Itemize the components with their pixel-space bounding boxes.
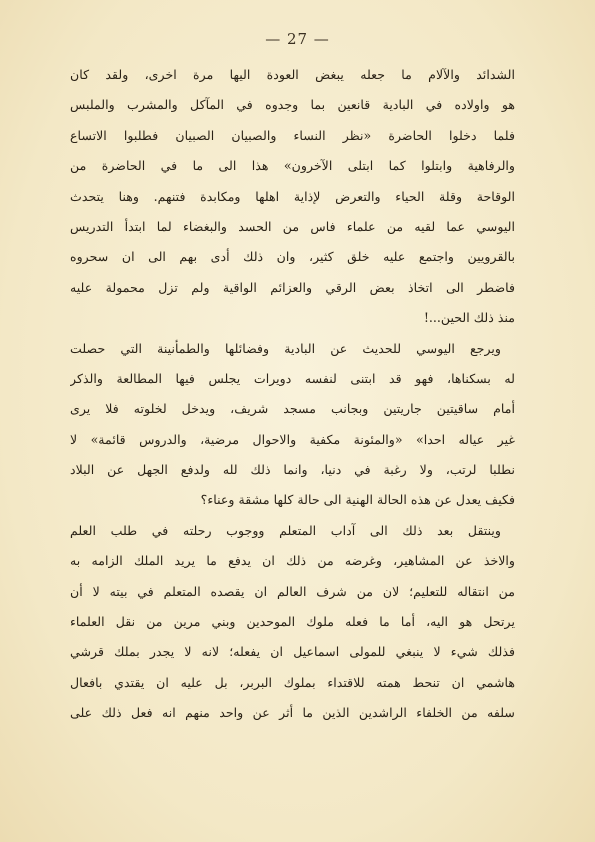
text-line: اليوسي عما لقيه من علماء فاس من الحسد والبغضاء لما ابتدأ التدريس: [70, 218, 515, 234]
text-line: سلفه من الخلفاء الراشدين الذين ما أثر عن واحد منهم انه فعل ذلك على: [70, 705, 515, 721]
text-line: منذ ذلك الحين...!: [423, 310, 515, 326]
text-line: بالقرويين واجتمع عليه خلق كثير، وان ذلك أدى بهم الى ان سحروه: [70, 249, 515, 265]
text-line: غير عياله احدا» «والمئونة مكفية والاحوال مرضية، والدروس قائمة» لا: [70, 431, 515, 447]
text-line: من انتقاله للتعليم؛ لان من شرف العالم ان يقصده المتعلم في بيته لا أن: [70, 583, 515, 599]
text-line: الوقاحة وقلة الحياء والتعرض لإذاية اهلها ومكابدة فتنهم. وهنا يتحدث: [70, 188, 515, 204]
text-line: وينتقل بعد ذلك الى آداب المتعلم ووجوب رحلته في طلب العلم: [70, 522, 501, 538]
body-text: [70, 60, 515, 729]
paragraph-3: [70, 516, 515, 729]
paragraph-1: [70, 60, 515, 334]
text-line: والاخذ عن المشاهير، وغرضه من ذلك ان يدفع ما يريد الملك الزامه به: [70, 553, 515, 569]
text-line: ويرجع اليوسي للحديث عن البادية وفضائلها والطمأنينة التي حصلت: [70, 340, 501, 356]
text-line: فكيف يعدل عن هذه الحالة الهنية الى حالة كلها مشقة وعناء؟: [200, 492, 515, 508]
text-line: فذلك شيء لا ينبغي للمولى اسماعيل ان يفعله؛ لانه لا يجدر بملك قرشي: [70, 644, 515, 660]
page-number: — 27 —: [265, 30, 330, 48]
text-line: الشدائد والآلام ما جعله يبغض العودة اليها مرة اخرى، ولقد كان: [70, 67, 515, 82]
text-line: فلما دخلوا الحاضرة «نظر النساء والصبيان الصبيان فطلبوا الاتساع: [70, 127, 515, 143]
text-line: هاشمي ان تنحط همته للاقتداء بملوك البربر، بل عليه ان يقتدي بافعال: [70, 674, 515, 690]
text-line: يرتحل هو اليه، أما ما فعله ملوك الموحدين وبني مرين من نقل العلماء: [70, 614, 515, 630]
text-line: هو واولاده في البادية قانعين بما وجدوه في المآكل والمشرب والملبس: [70, 97, 515, 113]
text-line: له بسكناها، فهو قد ابتنى لنفسه دويرات يجلس فيها المطالعة والذكر: [70, 370, 515, 386]
text-line: أمام ساقيتين جاريتين وبجانب مسجد شريف، ويدخل لخلوته فلا يرى: [70, 401, 515, 417]
text-line: فاضطر الى اتخاذ بعض الرقي والعزائم الواقية ولم تزل محمولة عليه: [70, 279, 515, 295]
text-line: نطلبا لرتب، ولا رغبة في دنيا، وانما ذلك لله ولدفع الجهل عن البلاد: [70, 462, 515, 478]
text-line: والرفاهية وابتلوا كما ابتلى الآخرون» هذا الى ما في الحاضرة من: [70, 158, 515, 174]
paragraph-2: [70, 334, 515, 516]
